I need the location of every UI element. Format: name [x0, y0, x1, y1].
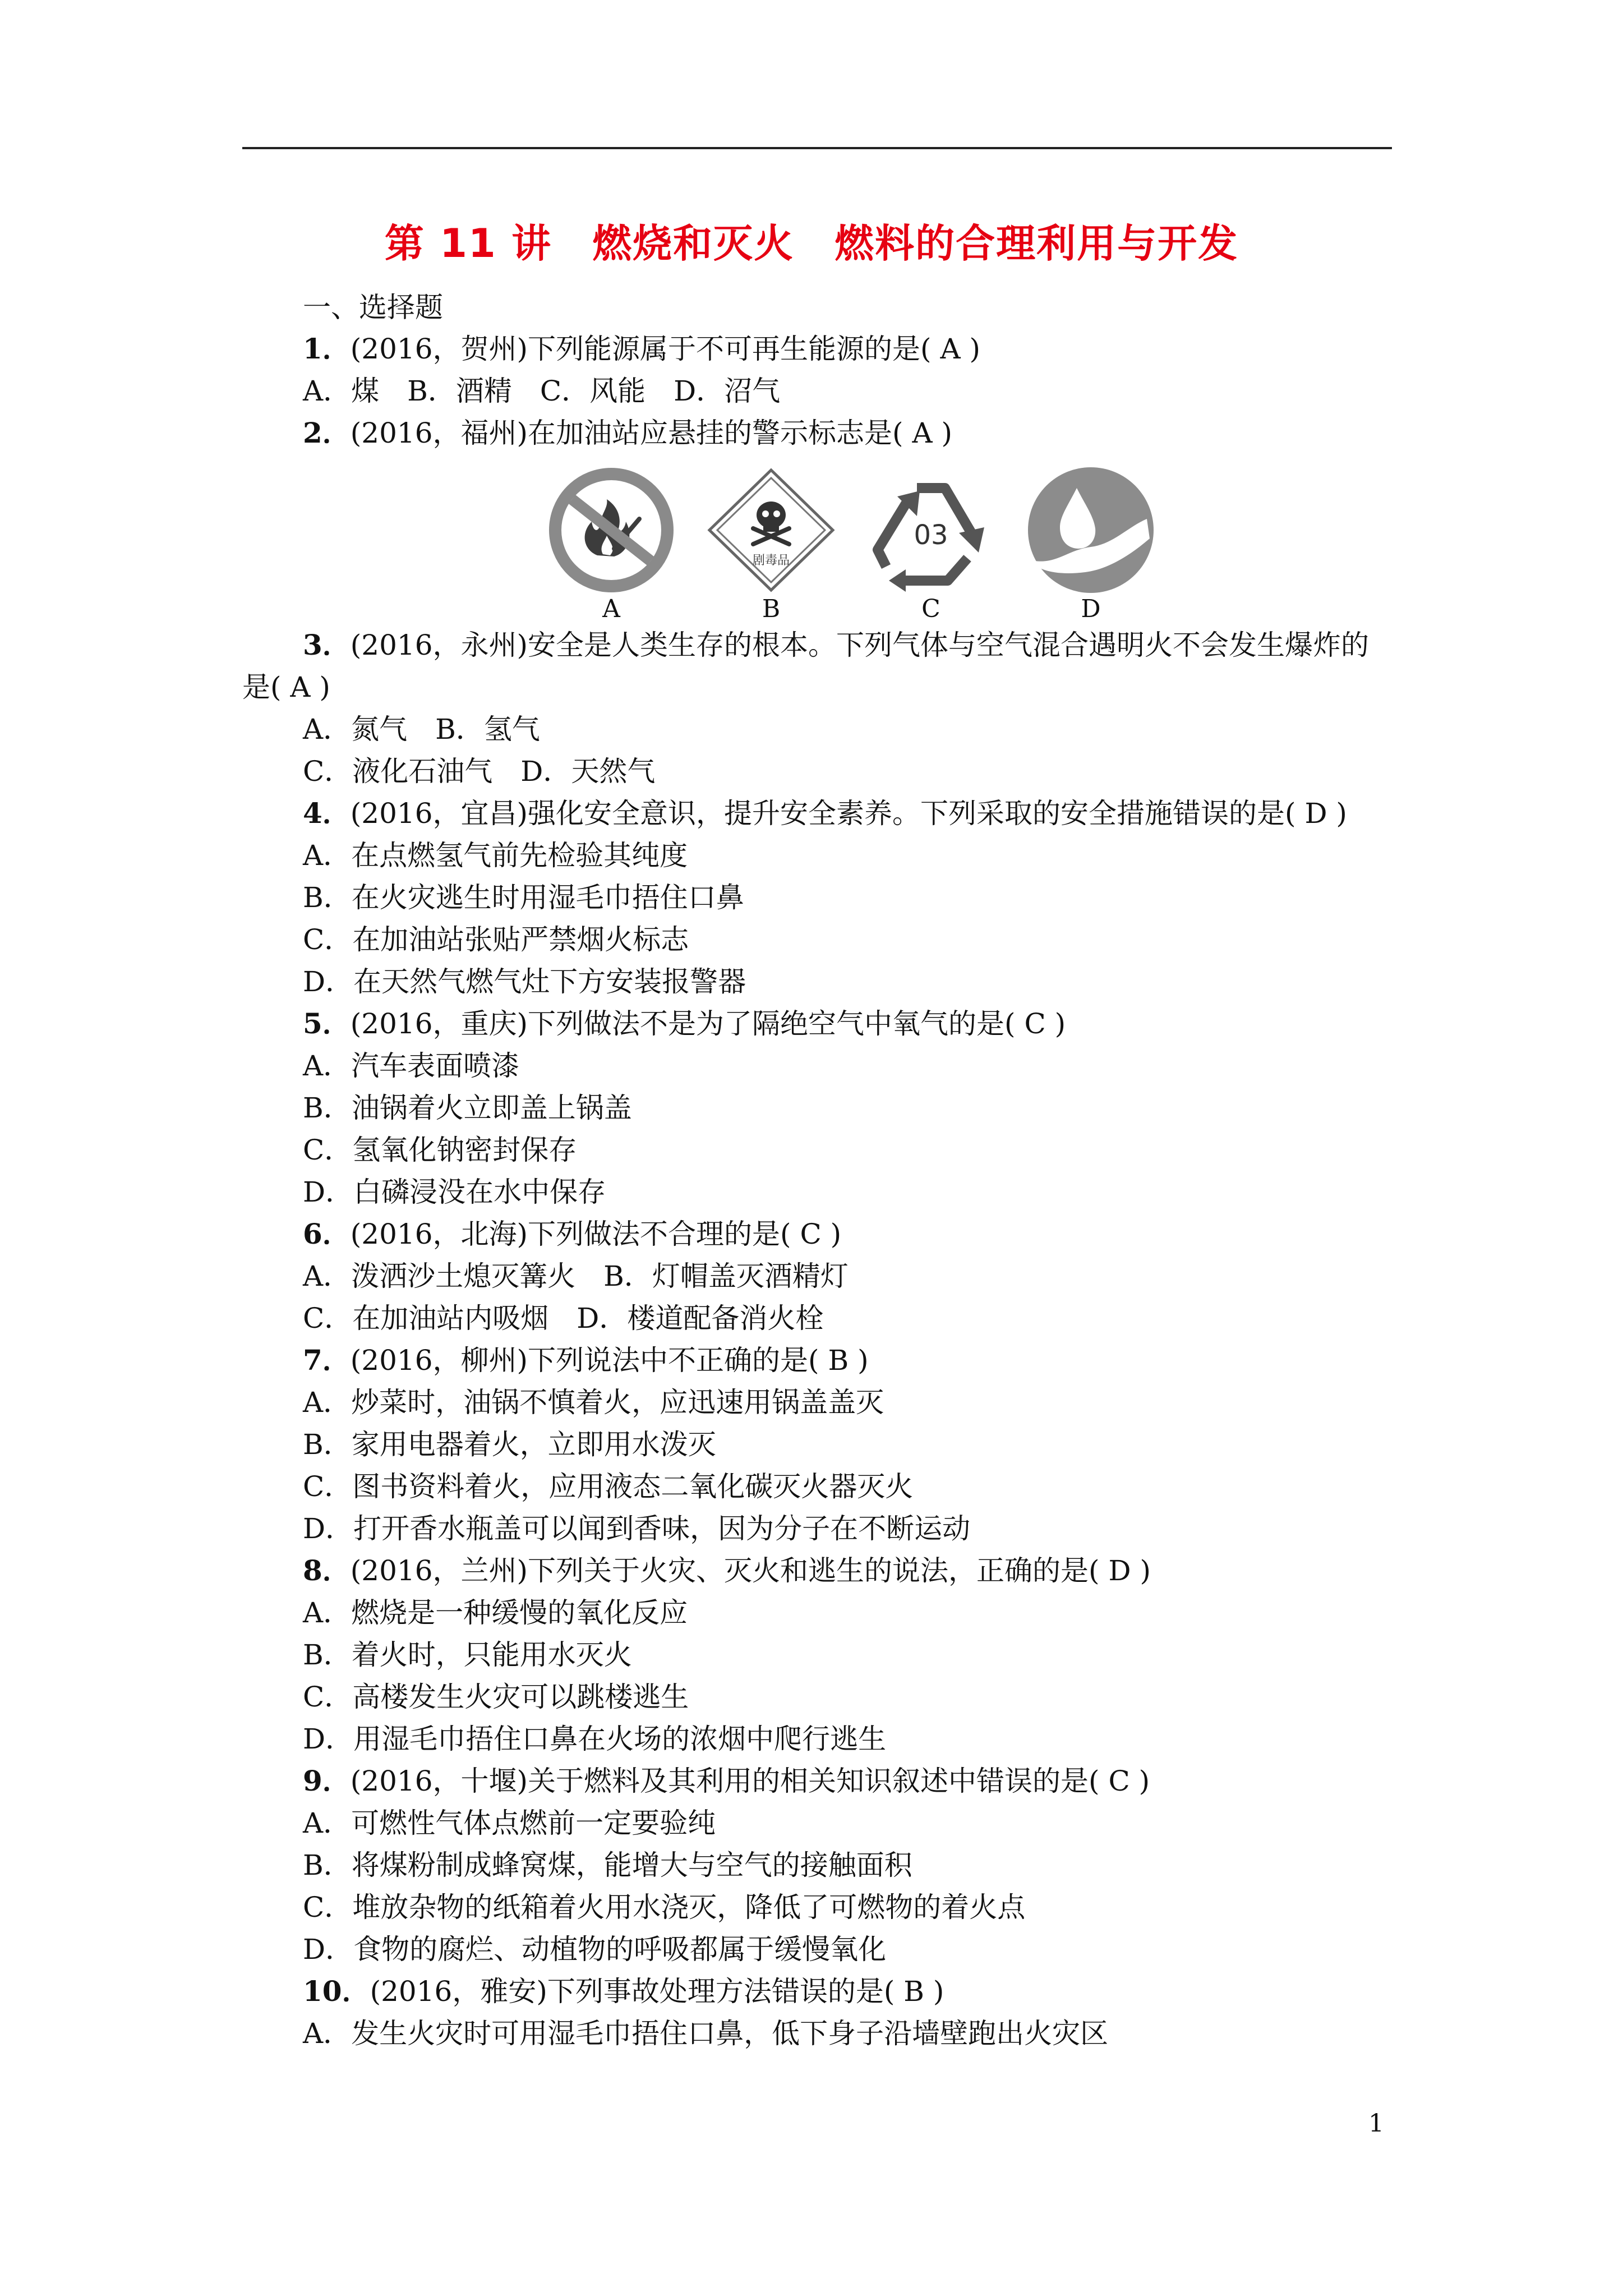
sign-label: A — [602, 595, 620, 623]
option: A．炒菜时，油锅不慎着火，应迅速用锅盖盖灭 — [303, 1386, 884, 1419]
page-number: 1 — [1368, 2109, 1384, 2138]
sign-text: 03 — [914, 519, 948, 551]
sign-text: 剧毒品 — [752, 554, 790, 568]
sign-option-b — [704, 466, 838, 628]
option: B．家用电器着火，立即用水泼灭 — [303, 1428, 716, 1461]
sign-label: D — [1081, 595, 1101, 623]
question-text: (2016，北海)下列做法不合理的是( C ) — [350, 1218, 842, 1250]
sign-label: C — [921, 595, 940, 623]
page-title: 第 11 讲 燃烧和灭火 燃料的合理利用与开发 — [384, 220, 1239, 266]
poison-sign-icon — [704, 466, 838, 595]
question-text: (2016，宜昌)强化安全意识，提升安全素养。下列采取的安全措施错误的是( D ) — [350, 797, 1347, 830]
sign-label: B — [762, 595, 781, 623]
sign-option-a — [544, 466, 679, 628]
option: C．氢氧化钠密封保存 — [303, 1134, 577, 1166]
warning-signs-figure — [544, 466, 1161, 628]
option: B．将煤粉制成蜂窝煤，能增大与空气的接触面积 — [303, 1849, 912, 1881]
option: C．堆放杂物的纸箱着火用水浇灭，降低了可燃物的着火点 — [303, 1891, 1026, 1924]
question-8 — [303, 1554, 1151, 1588]
option: D．食物的腐烂、动植物的呼吸都属于缓慢氧化 — [303, 1933, 887, 1966]
question-number: 1． — [303, 332, 351, 365]
question-2 — [303, 416, 952, 450]
option: C．图书资料着火，应用液态二氧化碳灭火器灭火 — [303, 1470, 914, 1503]
question-number: 8． — [303, 1554, 351, 1587]
question-text: (2016，雅安)下列事故处理方法错误的是( B ) — [370, 1975, 944, 2008]
question-text: (2016，福州)在加油站应悬挂的警示标志是( A ) — [350, 417, 952, 449]
option: A．燃烧是一种缓慢的氧化反应 — [303, 1596, 688, 1629]
question-text: (2016，柳州)下列说法中不正确的是( B ) — [350, 1344, 869, 1377]
question-number: 10． — [303, 1975, 370, 2008]
option: D．打开香水瓶盖可以闻到香味，因为分子在不断运动 — [303, 1512, 971, 1545]
recycle-sign-icon — [864, 466, 998, 595]
header-rule — [242, 147, 1392, 149]
option: B．着火时，只能用水灭火 — [303, 1639, 632, 1671]
question-text: (2016，永州)安全是人类生存的根本。下列气体与空气混合遇明火不会发生爆炸的 — [350, 629, 1370, 661]
question-7 — [303, 1343, 869, 1377]
question-text: (2016，贺州)下列能源属于不可再生能源的是( A ) — [350, 333, 980, 365]
section-heading: 一、选择题 — [303, 291, 443, 324]
sign-option-d — [1023, 466, 1158, 628]
question-text: (2016，重庆)下列做法不是为了隔绝空气中氧气的是( C ) — [350, 1007, 1066, 1040]
question-9 — [303, 1764, 1150, 1798]
option: D．白磷浸没在水中保存 — [303, 1176, 606, 1208]
question-number: 2． — [303, 416, 351, 449]
sign-option-c — [864, 466, 998, 628]
question-number: 5． — [303, 1007, 351, 1040]
question-6 — [303, 1217, 841, 1251]
question-number: 7． — [303, 1343, 351, 1377]
option: A．可燃性气体点燃前一定要验纯 — [303, 1807, 716, 1839]
question-3-options-2: C．液化石油气 D．天然气 — [303, 755, 656, 788]
question-text: (2016，兰州)下列关于火灾、灭火和逃生的说法，正确的是( D ) — [350, 1554, 1151, 1587]
question-6-options-2: C．在加油站内吸烟 D．楼道配备消火栓 — [303, 1302, 824, 1335]
option: C．高楼发生火灾可以跳楼逃生 — [303, 1681, 689, 1713]
question-3 — [303, 628, 1369, 662]
option: A．发生火灾时可用湿毛巾捂住口鼻，低下身子沿墙壁跑出火灾区 — [303, 2017, 1109, 2050]
question-number: 3． — [303, 628, 351, 661]
no-fire-sign-icon — [544, 466, 679, 595]
question-3-text-cont: 是( A ) — [242, 671, 330, 703]
question-text: (2016，十堰)关于燃料及其利用的相关知识叙述中错误的是( C ) — [350, 1765, 1150, 1797]
water-saving-sign-icon — [1023, 466, 1158, 595]
option: A．汽车表面喷漆 — [303, 1050, 520, 1082]
option: D．用湿毛巾捂住口鼻在火场的浓烟中爬行逃生 — [303, 1723, 887, 1755]
option: D．在天然气燃气灶下方安装报警器 — [303, 965, 746, 998]
question-4 — [303, 797, 1347, 830]
option: B．油锅着火立即盖上锅盖 — [303, 1092, 632, 1124]
option: C．在加油站张贴严禁烟火标志 — [303, 923, 689, 956]
question-number: 4． — [303, 797, 351, 830]
question-number: 6． — [303, 1217, 351, 1250]
question-3-options-1: A．氮气 B．氢气 — [303, 713, 540, 746]
question-5 — [303, 1007, 1066, 1041]
question-1-options: A．煤 B．酒精 C．风能 D．沼气 — [303, 375, 781, 407]
question-1 — [303, 332, 980, 366]
question-number: 9． — [303, 1764, 351, 1797]
option: A．在点燃氢气前先检验其纯度 — [303, 839, 688, 872]
option: B．在火灾逃生时用湿毛巾捂住口鼻 — [303, 881, 744, 914]
question-10 — [303, 1975, 944, 2008]
question-6-options-1: A．泼洒沙土熄灭篝火 B．灯帽盖灭酒精灯 — [303, 1260, 849, 1292]
